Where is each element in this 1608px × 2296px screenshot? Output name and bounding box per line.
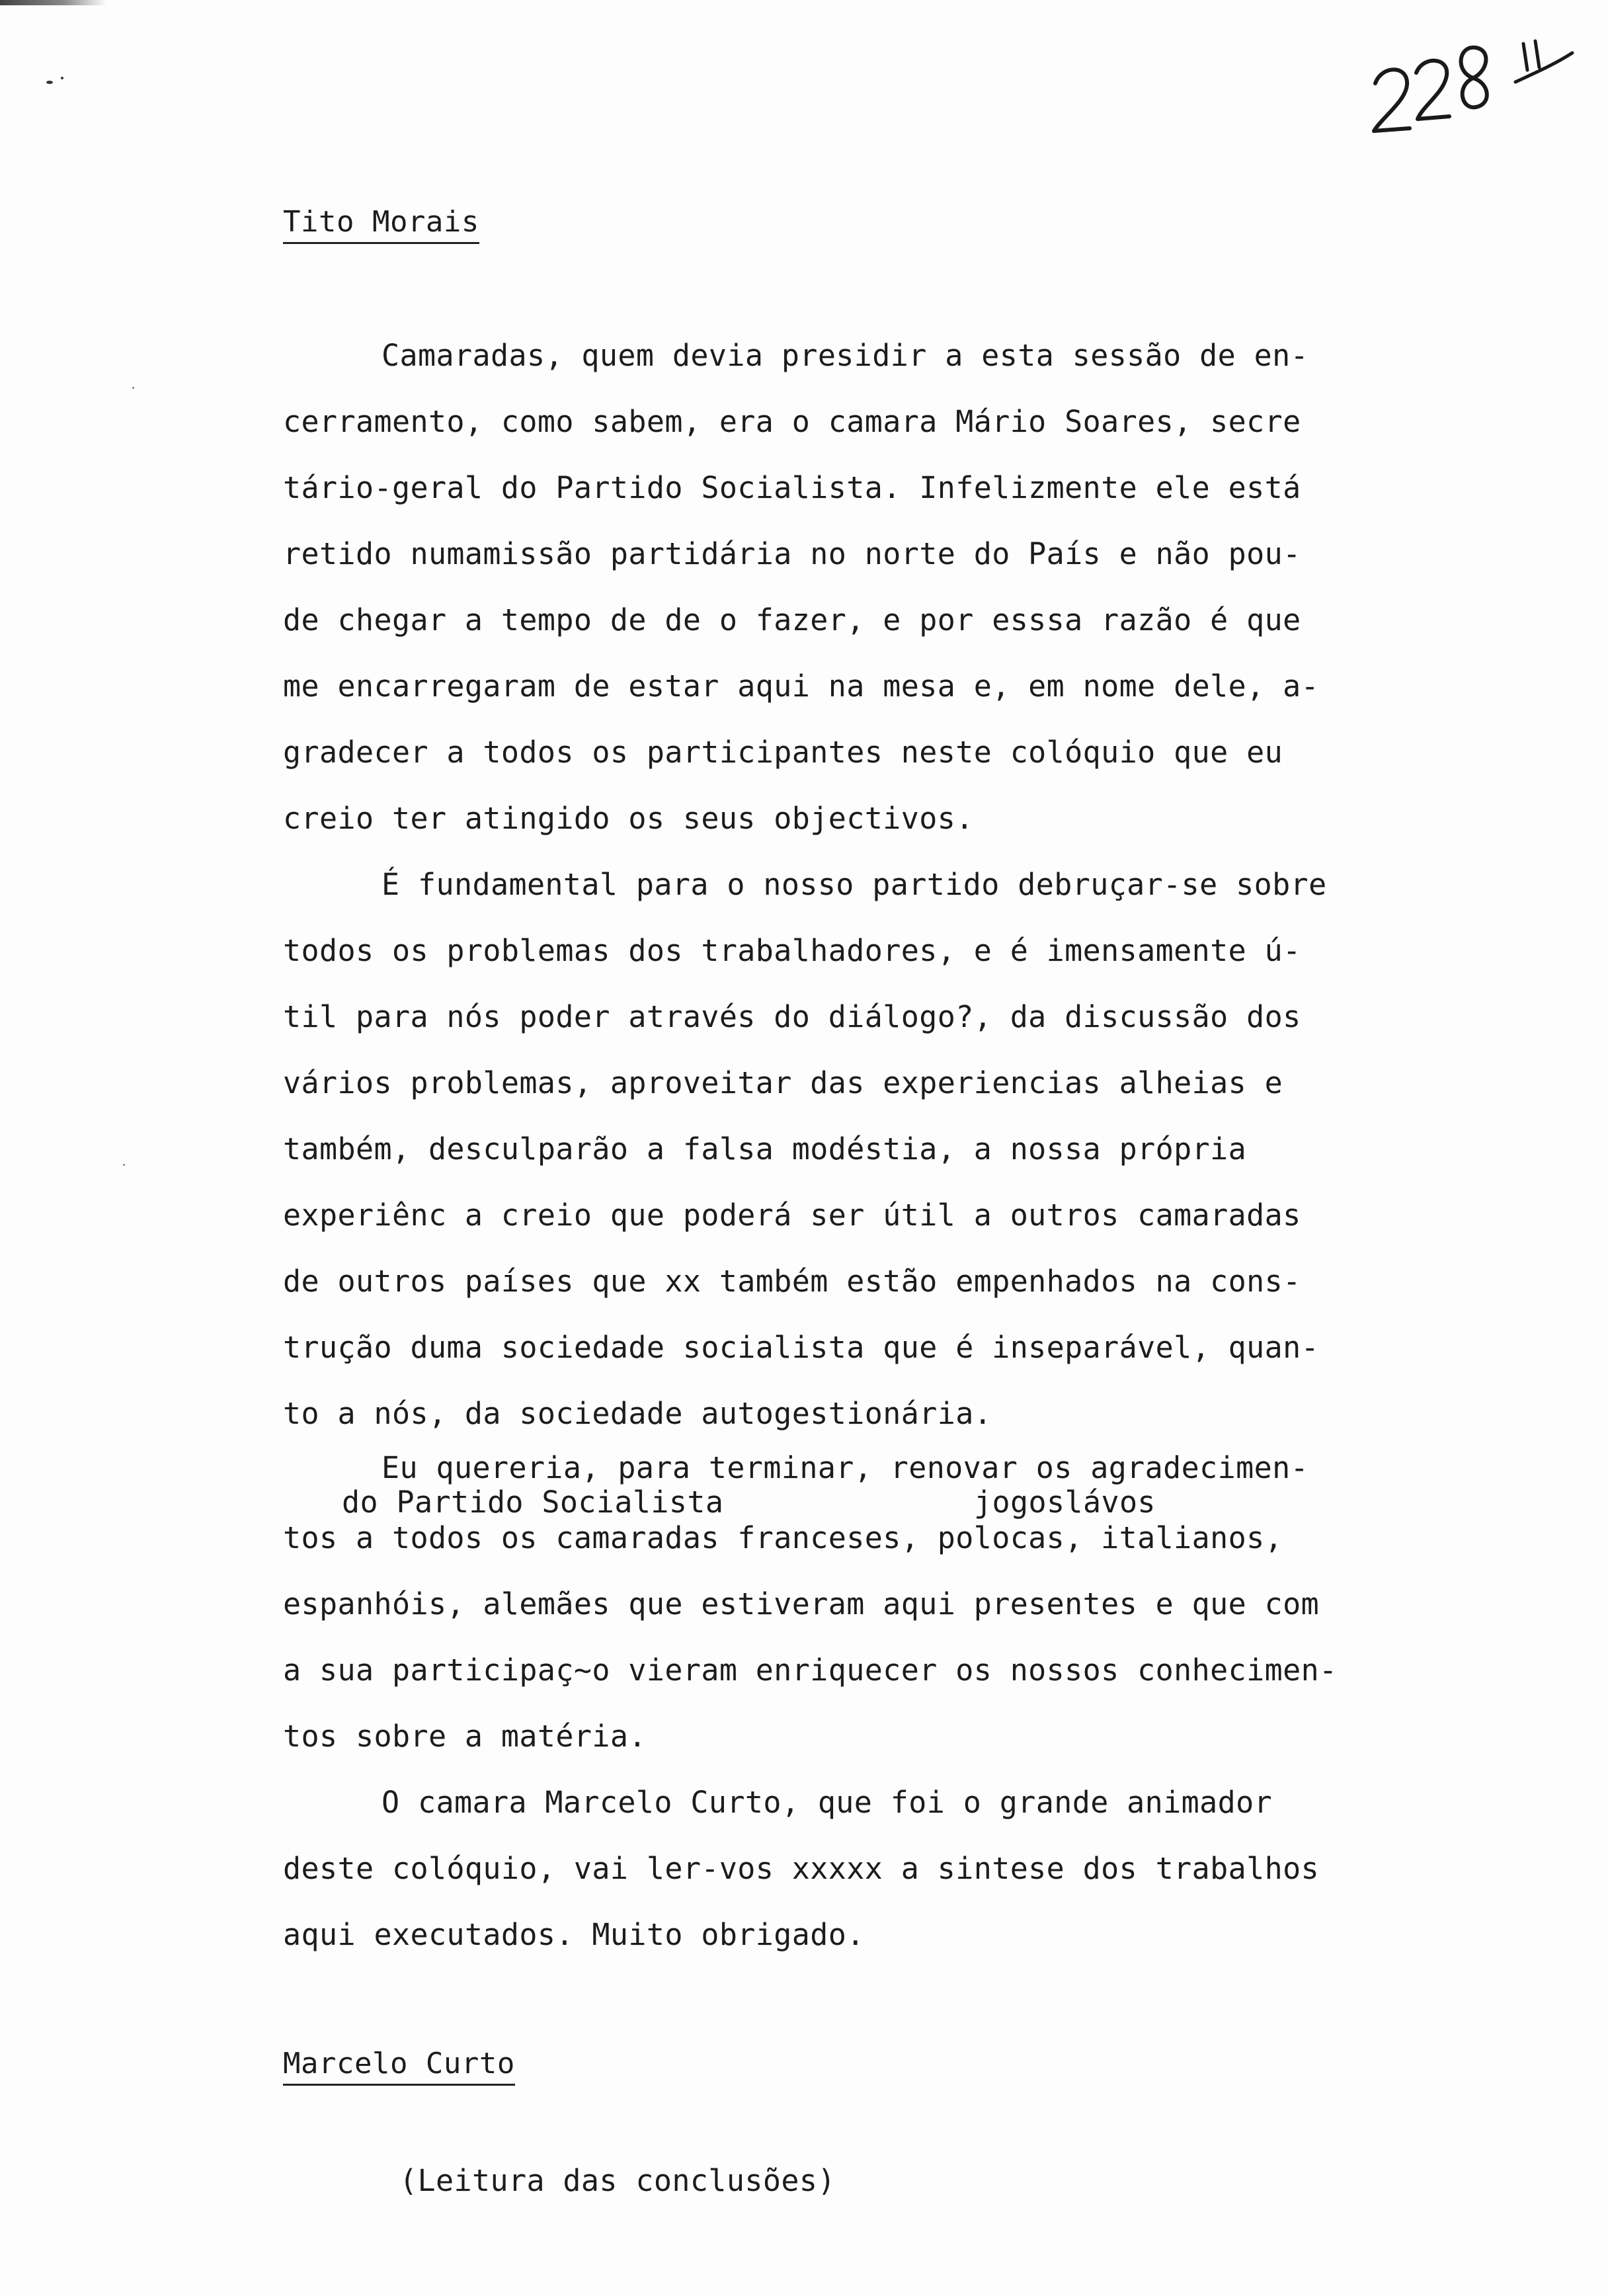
ink-speck — [46, 81, 53, 84]
body-line: Camaradas, quem devia presidir a esta sessão de en- — [382, 338, 1309, 373]
body-line: tos sobre a matéria. — [283, 1719, 647, 1754]
interlinear-insertion: jogoslávos — [974, 1485, 1156, 1520]
body-line: também, desculparão a falsa modéstia, a nossa própria — [283, 1131, 1247, 1167]
handwritten-folio-number — [1362, 32, 1580, 144]
body-line: trução duma sociedade socialista que é inseparável, quan- — [283, 1330, 1320, 1365]
body-line: gradecer a todos os participantes neste colóquio que eu — [283, 735, 1283, 770]
body-line: cerramento, como sabem, era o camara Mário Soares, secre — [283, 404, 1301, 439]
body-line: retido numamissão partidária no norte do País e não pou- — [283, 536, 1301, 571]
body-line: É fundamental para o nosso partido debruçar-se sobre — [382, 867, 1327, 902]
body-line: creio ter atingido os seus objectivos. — [283, 801, 974, 836]
ink-speck — [132, 387, 134, 389]
body-line: me encarregaram de estar aqui na mesa e, em nome dele, a- — [283, 669, 1320, 704]
body-line: espanhóis, alemães que estiveram aqui presentes e que com — [283, 1586, 1320, 1621]
folio-handwriting-drawing — [1362, 32, 1580, 144]
speaker-heading-marcelo-curto: Marcelo Curto — [283, 2045, 515, 2086]
body-line: O camara Marcelo Curto, que foi o grande animador — [382, 1785, 1273, 1820]
ink-speck — [61, 77, 63, 79]
speaker-heading-tito-morais: Tito Morais — [283, 204, 479, 244]
body-line: tário-geral do Partido Socialista. Infelizmente ele está — [283, 470, 1301, 505]
body-line: aqui executados. Muito obrigado. — [283, 1917, 865, 1952]
body-line: til para nós poder através do diálogo?, da discussão dos — [283, 999, 1301, 1034]
body-line: experiênc a creio que poderá ser útil a outros camaradas — [283, 1198, 1301, 1233]
body-line: vários problemas, aproveitar das experiencias alheias e — [283, 1065, 1283, 1100]
body-line: a sua participaç~o vieram enriquecer os nossos conhecimen- — [283, 1653, 1338, 1688]
ink-speck — [123, 1164, 125, 1166]
body-line: Eu quereria, para terminar, renovar os agradecimen- — [382, 1450, 1309, 1485]
body-line: de outros países que xx também estão empenhados na cons- — [283, 1264, 1301, 1299]
body-line: to a nós, da sociedade autogestionária. — [283, 1396, 992, 1431]
body-line: de chegar a tempo de de o fazer, e por esssa razão é que — [283, 602, 1301, 637]
interlinear-insertion: do Partido Socialista — [342, 1485, 724, 1520]
body-line: tos a todos os camaradas franceses, polocas, italianos, — [283, 1520, 1283, 1555]
closing-note: (Leitura das conclusões) — [399, 2163, 836, 2198]
body-line: deste colóquio, vai ler-vos xxxxx a sintese dos trabalhos — [283, 1851, 1320, 1886]
scan-edge-shadow — [0, 0, 106, 5]
body-line: todos os problemas dos trabalhadores, e é imensamente ú- — [283, 933, 1301, 968]
